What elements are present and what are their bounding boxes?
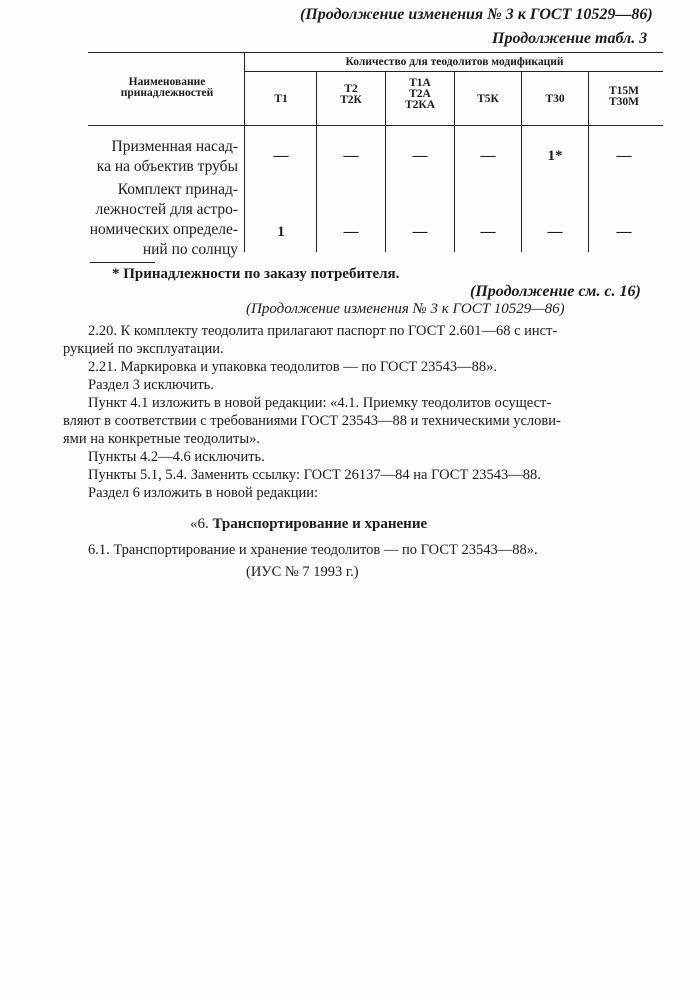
column-header-line: Т2А xyxy=(409,88,431,100)
paragraph-2-20-line: рукцией по эксплуатации. xyxy=(63,341,224,357)
row-label-line: ка на объектив трубы xyxy=(96,158,238,175)
paragraph-2-21: 2.21. Маркировка и упаковка теодолитов — по ГОСТ 23543—88». xyxy=(88,359,497,375)
row-label-line: номических определе- xyxy=(89,221,238,238)
name-header-line: Наименование xyxy=(128,76,206,88)
table-cell: 1 xyxy=(277,224,285,240)
row-label-line: Призменная насад- xyxy=(111,138,238,155)
paragraph-4-1-line: Пункт 4.1 изложить в новой редакции: «4.1. Приемку теодолитов осущест- xyxy=(88,395,552,411)
paragraph-4-2: Пункты 4.2—4.6 исключить. xyxy=(88,449,265,465)
section-6-title: Транспортирование и хранение xyxy=(212,516,428,532)
table-cell: — xyxy=(616,148,632,164)
column-header-t30 xyxy=(522,94,588,105)
paragraph-section-6: Раздел 6 изложить в новой редакции: xyxy=(88,485,319,501)
column-header-line: Т30М xyxy=(608,96,640,108)
column-header-line: Т2К xyxy=(340,94,362,106)
table-cell: — xyxy=(273,148,289,164)
paragraph-4-1-line: вляют в соответствии с требованиями ГОСТ 23543—88 и техническими услови- xyxy=(63,413,561,429)
table-row-label xyxy=(70,180,238,260)
table-cell: — xyxy=(480,224,496,240)
table-cell: — xyxy=(480,148,496,164)
column-header-line: Т5К xyxy=(477,93,499,105)
table-cell: 1* xyxy=(547,148,563,164)
continuation-change-header-2: (Продолжение изменения № 3 к ГОСТ 10529—86) xyxy=(246,301,565,317)
ius-reference: (ИУС № 7 1993 г.) xyxy=(246,564,359,580)
continuation-table-label: Продолжение табл. 3 xyxy=(492,30,648,47)
column-header-t1 xyxy=(246,94,316,105)
column-header-t5k xyxy=(455,94,521,105)
paragraph-2-20-line: 2.20. К комплекту теодолита прилагают паспорт по ГОСТ 2.601—68 с инст- xyxy=(88,323,558,339)
header-bottom-rule xyxy=(88,125,663,126)
column-header-t2 xyxy=(317,84,385,106)
table-row-label xyxy=(70,137,238,177)
column-divider xyxy=(244,52,245,252)
table-cell: — xyxy=(412,224,428,240)
section-6-number: «6. xyxy=(190,516,209,532)
row-label-line: Комплект принад- xyxy=(117,181,238,198)
column-header-t15m xyxy=(589,86,659,108)
table-cell: — xyxy=(343,148,359,164)
section-6-heading xyxy=(190,516,427,533)
paragraph-section-3: Раздел 3 исключить. xyxy=(88,377,214,393)
column-header-line: Т2КА xyxy=(404,99,436,111)
paragraph-4-1-line: ями на конкретные теодолиты». xyxy=(63,431,260,447)
table-cell: — xyxy=(547,224,563,240)
name-header-line: принадлежностей xyxy=(120,87,214,99)
column-header-line: Т2 xyxy=(344,83,358,95)
group-header: Количество для теодолитов модификаций xyxy=(345,56,564,68)
column-header-line: Т30 xyxy=(545,93,565,105)
column-header-line: Т1 xyxy=(274,93,288,105)
continuation-change-header: (Продолжение изменения № 3 к ГОСТ 10529—86) xyxy=(300,6,653,23)
name-column-header xyxy=(92,77,242,99)
row-label-line: ний по солнцу xyxy=(142,241,238,258)
footnote: * Принадлежности по заказу потребителя. xyxy=(112,266,400,282)
row-label-line: лежностей для астро- xyxy=(95,201,238,218)
column-header-line: Т1А xyxy=(409,77,431,89)
continued-on-note: (Продолжение см. с. 16) xyxy=(470,283,641,300)
column-header-t1a xyxy=(386,78,454,111)
column-header-line: Т15М xyxy=(608,85,640,97)
table-top-rule xyxy=(88,52,663,53)
table-cell: — xyxy=(343,224,359,240)
table-cell: — xyxy=(412,148,428,164)
paragraph-5-1: Пункты 5.1, 5.4. Заменить ссылку: ГОСТ 26137—84 на ГОСТ 23543—88. xyxy=(88,467,541,483)
paragraph-6-1: 6.1. Транспортирование и хранение теодолитов — по ГОСТ 23543—88». xyxy=(88,542,538,558)
footnote-rule xyxy=(90,262,155,263)
table-cell: — xyxy=(616,224,632,240)
